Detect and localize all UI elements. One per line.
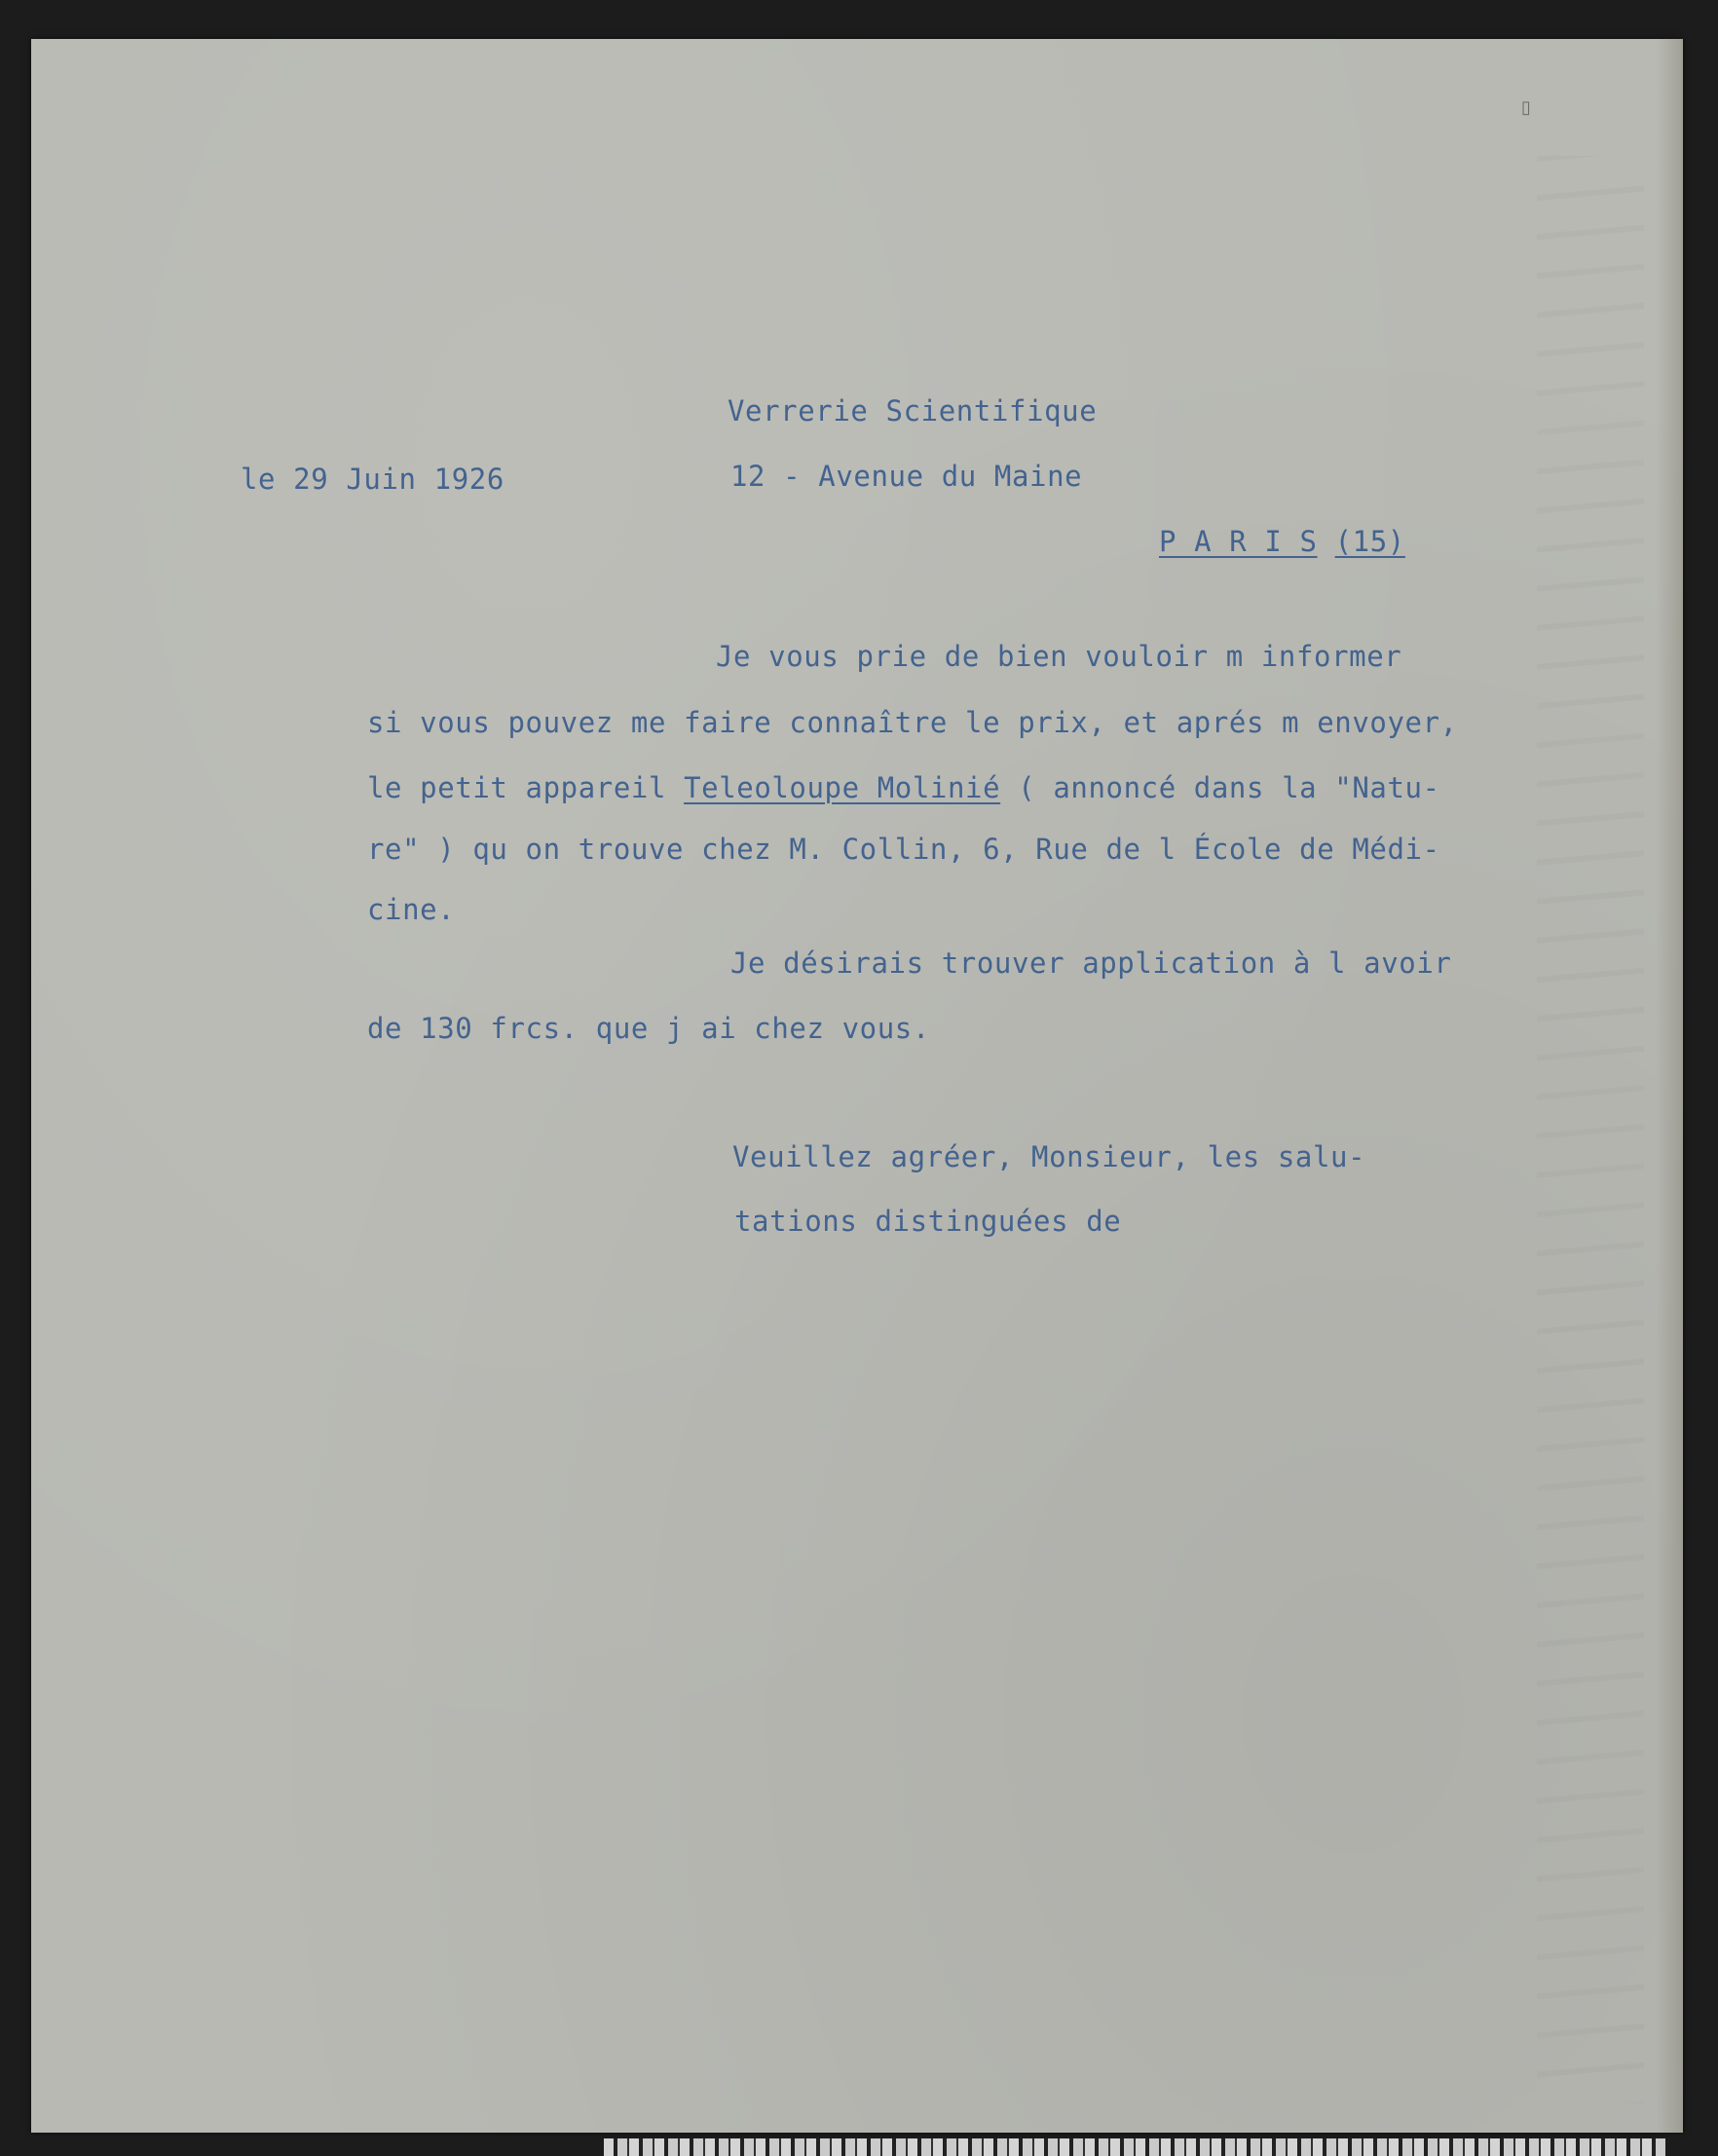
paper-edge-shadow	[1656, 39, 1683, 2133]
body-line-6: Je désirais trouver application à l avoir	[730, 947, 1452, 980]
reverse-side-bleed-through	[1537, 156, 1644, 2103]
scale-ruler	[604, 2138, 1665, 2156]
closing-line-2: tations distinguées de	[734, 1205, 1122, 1238]
recipient-street: 12 - Avenue du Maine	[730, 460, 1083, 493]
body-line-2: si vous pouvez me faire connaître le prix, et aprés m envoyer,	[367, 706, 1458, 739]
closing-line-1: Veuillez agréer, Monsieur, les salu-	[732, 1140, 1366, 1173]
body-line-3-end: ( annoncé dans la "Natu-	[1000, 771, 1440, 804]
recipient-city: P A R I S	[1159, 525, 1318, 558]
letter-date: le 29 Juin 1926	[241, 463, 504, 496]
letter-sheet	[31, 39, 1683, 2133]
product-name: Teleoloupe Molinié	[684, 771, 1001, 804]
body-line-3	[367, 771, 1440, 804]
body-line-5: cine.	[367, 893, 456, 926]
pencil-mark-icon: ▯	[1521, 97, 1531, 118]
recipient-district: (15)	[1334, 525, 1405, 558]
body-line-3-start: le petit appareil	[367, 771, 685, 804]
body-line-7: de 130 frcs. que j ai chez vous.	[367, 1012, 930, 1045]
recipient-city-line	[1159, 525, 1405, 558]
recipient-name: Verrerie Scientifique	[728, 394, 1098, 427]
body-line-4: re" ) qu on trouve chez M. Collin, 6, Rue de l École de Médi-	[367, 833, 1440, 866]
body-line-1: Je vous prie de bien vouloir m informer	[716, 640, 1402, 673]
